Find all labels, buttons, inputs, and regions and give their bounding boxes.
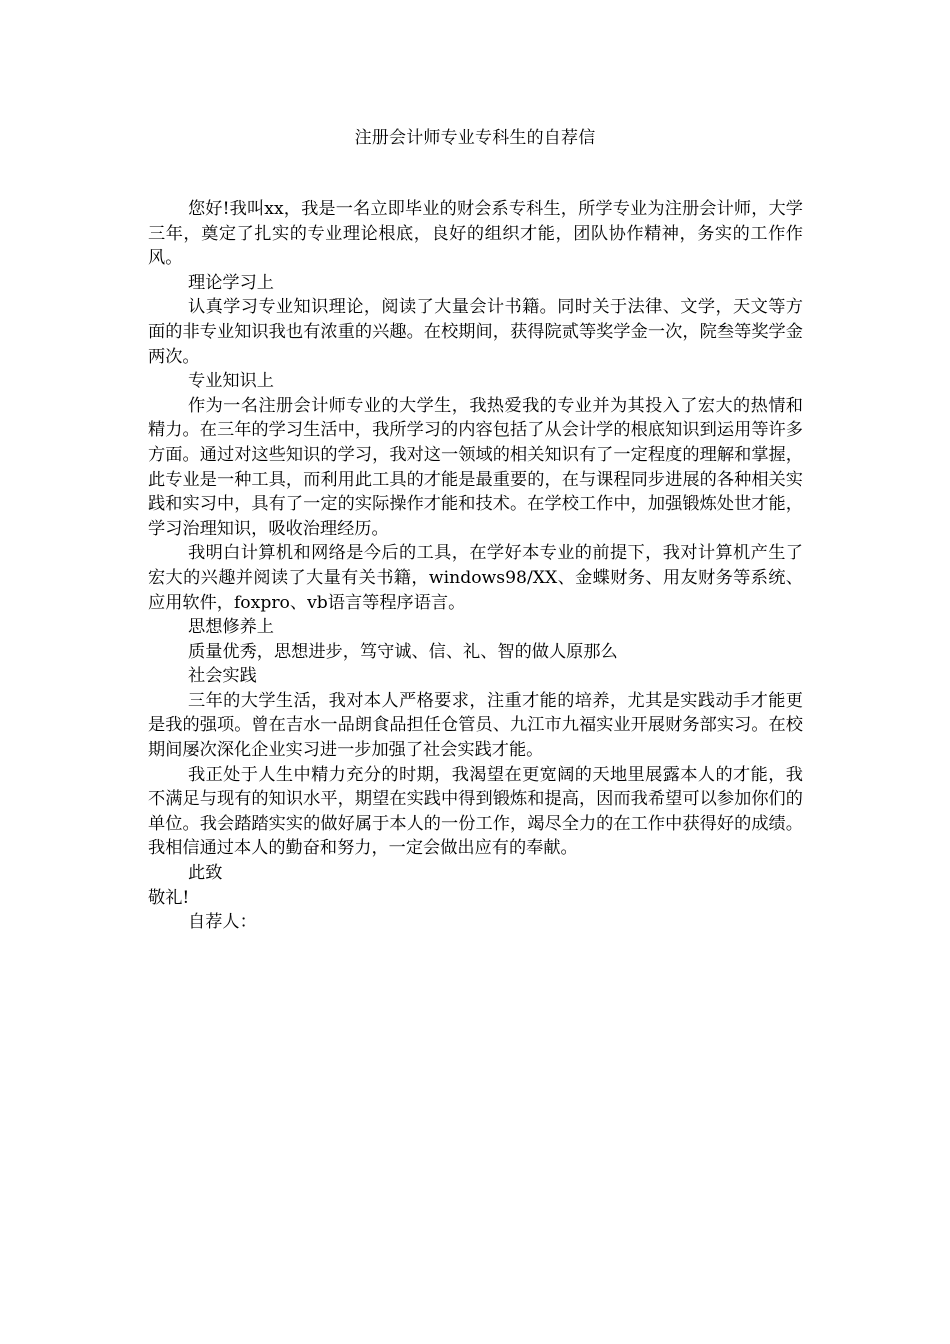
paragraph-computer: 我明白计算机和网络是今后的工具，在学好本专业的前提下，我对计算机产生了宏大的兴趣并阅读了大量有关书籍，windows98/XX、金蝶财务、用友财务等系统、应用软件，foxpro、vb语言等程序语言。 xyxy=(148,543,803,613)
section-heading-practice: 社会实践 xyxy=(188,666,257,687)
closing-regards: 敬礼! xyxy=(148,887,190,908)
signature-line: 自荐人： xyxy=(188,912,257,933)
section-heading-professional: 专业知识上 xyxy=(188,371,274,392)
section-heading-ideology: 思想修养上 xyxy=(188,617,274,638)
paragraph-theory: 认真学习专业知识理论，阅读了大量会计书籍。同时关于法律、文学，天文等方面的非专业知识我也有浓重的兴趣。在校期间，获得院贰等奖学金一次，院叁等奖学金两次。 xyxy=(148,297,803,367)
paragraph-intro: 您好!我叫xx，我是一名立即毕业的财会系专科生，所学专业为注册会计师，大学三年，奠定了扎实的专业理论根底，良好的组织才能，团队协作精神，务实的工作作风。 xyxy=(148,199,803,269)
section-heading-theory: 理论学习上 xyxy=(188,272,274,293)
paragraph-aspiration: 我正处于人生中精力充分的时期，我渴望在更宽阔的天地里展露本人的才能，我不满足与现有的知识水平，期望在实践中得到锻炼和提高，因而我希望可以参加你们的单位。我会踏踏实实的做好属于本人的一份工作，竭尽全力的在工作中获得好的成绩。我相信通过本人的勤奋和努力，一定会做出应有的奉献。 xyxy=(148,764,803,859)
closing-salutation: 此致 xyxy=(188,863,223,884)
document-body xyxy=(148,197,803,935)
paragraph-ideology: 质量优秀，思想进步，笃守诚、信、礼、智的做人原那么 xyxy=(188,641,618,662)
paragraph-practice: 三年的大学生活，我对本人严格要求，注重才能的培养，尤其是实践动手才能更是我的强项。曾在吉水一品朗食品担任仓管员、九江市九福实业开展财务部实习。在校期间屡次深化企业实习进一步加强了社会实践才能。 xyxy=(148,690,803,761)
document-title: 注册会计师专业专科生的自荐信 xyxy=(354,128,596,148)
paragraph-professional: 作为一名注册会计师专业的大学生，我热爱我的专业并为其投入了宏大的热情和精力。在三年的学习生活中，我所学习的内容包括了从会计学的根底知识到运用等许多方面。通过对这些知识的学习，我对这一领域的相关知识有了一定程度的理解和掌握，此专业是一种工具，而利用此工具的才能是最重要的，在与课程同步进展的各种相关实践和实习中，具有了一定的实际操作才能和技术。在学校工作中，加强锻炼处世才能，学习治理知识，吸收治理经历。 xyxy=(148,395,803,539)
